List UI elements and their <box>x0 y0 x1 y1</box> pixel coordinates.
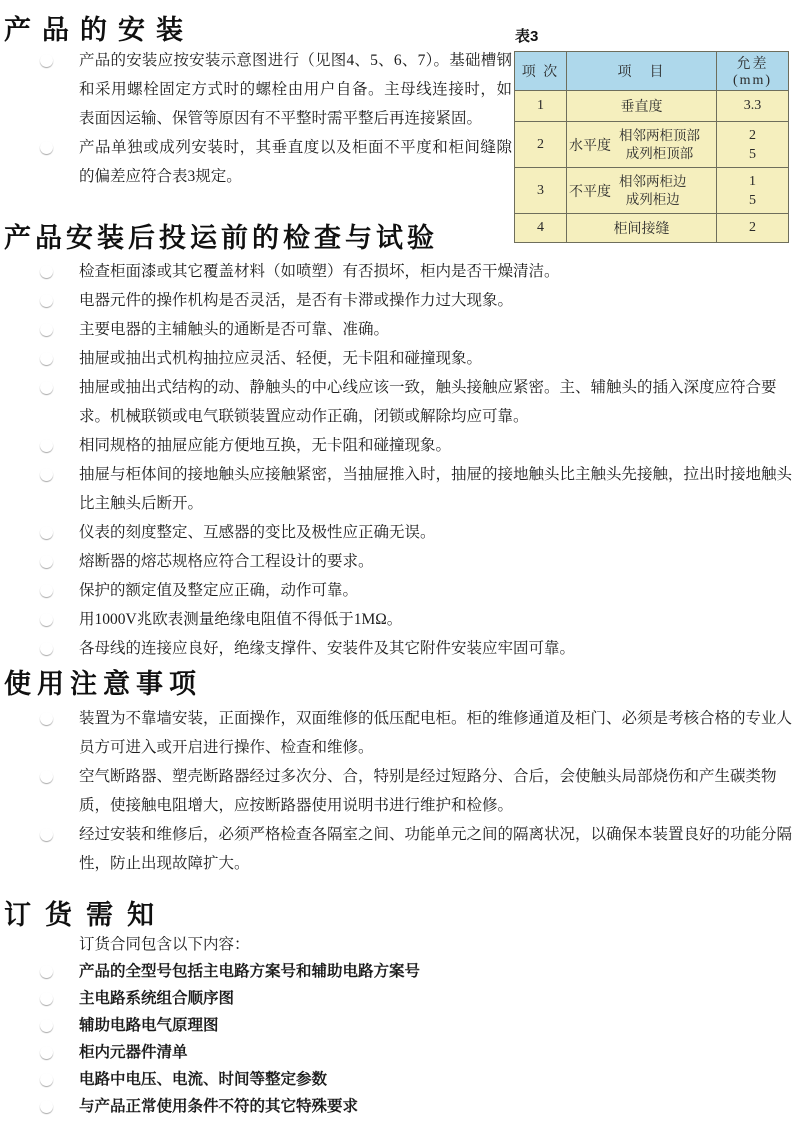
item-text: 电路中电压、电流、时间等整定参数 <box>79 1071 328 1088</box>
tol-value: 5 <box>749 146 756 162</box>
bullet-icon <box>40 555 53 568</box>
item-sub: 相邻两柜边 <box>619 173 687 189</box>
item-text: 仪表的刻度整定、互感器的变比及极性应正确无误。 <box>79 524 436 541</box>
table-row <box>515 168 789 214</box>
table3-header-row <box>515 52 789 91</box>
table3-col-tol: 允差(mm) <box>717 52 789 91</box>
section-title-installation: 产品的安装 <box>4 15 194 45</box>
ordering-intro: 订货合同包含以下内容： <box>79 936 250 953</box>
item-text: 柜内元器件清单 <box>79 1044 188 1061</box>
bullet-icon <box>40 1019 53 1032</box>
item-text: 电器元件的操作机构是否灵活，是否有卡滞或操作力过大现象。 <box>79 292 514 309</box>
section-title-inspection: 产品安装后投运前的检查与试验 <box>4 223 438 253</box>
table3-block <box>514 25 792 243</box>
tol-value: 5 <box>749 192 756 208</box>
item-text: 抽屉与柜体间的接地触头应接触紧密，当抽屉推入时，抽屉的接地触头比主触头先接触，拉出时接地触头比主触头后断开。 <box>79 466 793 512</box>
list-item <box>32 958 772 985</box>
item-text: 各母线的连接应良好，绝缘支撑件、安装件及其它附件安装应牢固可靠。 <box>79 640 576 657</box>
table3-col-no: 项 次 <box>515 52 567 91</box>
bullet-icon <box>40 642 53 655</box>
list-item <box>32 634 800 663</box>
item-text: 产品的安装应按安装示意图进行（见图4、5、6、7）。基础槽钢和采用螺栓固定方式时的螺栓由用户自备。主母线连接时，如表面因运输、保管等原因有不平整时需平整后再连接紧固。 <box>79 52 512 127</box>
cell-tol <box>717 168 789 214</box>
list-item <box>32 133 512 191</box>
list-item <box>32 1012 772 1039</box>
bullet-icon <box>40 992 53 1005</box>
list-item <box>32 1066 772 1093</box>
table3-col-item: 项 目 <box>567 52 717 91</box>
item-text: 抽屉或抽出式结构的动、静触头的中心线应该一致，触头接触应紧密。主、辅触头的插入深度应符合要求。机械联锁或电气联锁装置应动作正确，闭锁或解除均应可靠。 <box>79 379 777 425</box>
item-text: 产品的全型号包括主电路方案号和辅助电路方案号 <box>79 963 421 980</box>
bullet-icon <box>40 381 53 394</box>
cell-no: 3 <box>515 168 567 214</box>
inspection-list <box>32 257 800 663</box>
bullet-icon <box>40 712 53 725</box>
item-text: 检查柜面漆或其它覆盖材料（如喷塑）有否损坏，柜内是否干燥清洁。 <box>79 263 560 280</box>
installation-list <box>32 46 512 191</box>
section-title-usage-notes: 使用注意事项 <box>4 669 202 699</box>
item-text: 与产品正常使用条件不符的其它特殊要求 <box>79 1098 359 1115</box>
cell-no: 1 <box>515 91 567 122</box>
bullet-icon <box>40 1046 53 1059</box>
item-text: 辅助电路电气原理图 <box>79 1017 219 1034</box>
item-text: 抽屉或抽出式机构抽拉应灵活、轻便，无卡阻和碰撞现象。 <box>79 350 483 367</box>
bullet-icon <box>40 584 53 597</box>
item-sub: 成列柜边 <box>625 191 680 207</box>
list-item <box>32 286 800 315</box>
bullet-icon <box>40 1100 53 1113</box>
item-sub: 成列柜顶部 <box>625 145 694 161</box>
table3-caption: 表3 <box>515 28 539 45</box>
list-item <box>32 605 800 634</box>
item-sub: 相邻两柜顶部 <box>619 127 700 143</box>
bullet-icon <box>40 141 53 154</box>
cell-item <box>567 122 717 168</box>
bullet-icon <box>40 526 53 539</box>
bullet-icon <box>40 613 53 626</box>
cell-item <box>567 168 717 214</box>
ordering-list <box>32 958 772 1120</box>
list-item <box>32 315 800 344</box>
bullet-icon <box>40 265 53 278</box>
list-item <box>32 257 800 286</box>
bullet-icon <box>40 54 53 67</box>
bullet-icon <box>40 1073 53 1086</box>
table-row <box>515 91 789 122</box>
item-text: 用1000V兆欧表测量绝缘电阻值不得低于1MΩ。 <box>79 611 403 628</box>
list-item <box>32 46 512 133</box>
bullet-icon <box>40 965 53 978</box>
item-text: 主要电器的主辅触头的通断是否可靠、准确。 <box>79 321 390 338</box>
list-item <box>32 704 800 762</box>
usage-notes-list <box>32 704 800 878</box>
bullet-icon <box>40 352 53 365</box>
list-item <box>32 762 800 820</box>
cell-no: 2 <box>515 122 567 168</box>
item-text: 产品单独或成列安装时，其垂直度以及柜面不平度和柜间缝隙的偏差应符合表3规定。 <box>79 139 512 185</box>
list-item <box>32 431 800 460</box>
item-text: 熔断器的熔芯规格应符合工程设计的要求。 <box>79 553 374 570</box>
tol-value: 2 <box>749 127 756 143</box>
bullet-icon <box>40 439 53 452</box>
list-item <box>32 518 800 547</box>
list-item <box>32 373 800 431</box>
list-item <box>32 460 800 518</box>
ordering-section <box>32 931 772 1120</box>
item-main: 水平度 <box>569 138 611 154</box>
bullet-icon <box>40 323 53 336</box>
cell-tol: 2 <box>717 214 789 243</box>
cell-tol <box>717 122 789 168</box>
item-text: 经过安装和维修后，必须严格检查各隔室之间、功能单元之间的隔离状况，以确保本装置良好的功能分隔性，防止出现故障扩大。 <box>79 826 793 872</box>
item-text: 相同规格的抽屉应能方便地互换，无卡阻和碰撞现象。 <box>79 437 452 454</box>
cell-tol: 3.3 <box>717 91 789 122</box>
cell-no: 4 <box>515 214 567 243</box>
table-row <box>515 122 789 168</box>
item-main: 不平度 <box>569 184 611 200</box>
bullet-icon <box>40 294 53 307</box>
list-item <box>32 820 800 878</box>
bullet-icon <box>40 468 53 481</box>
item-text: 装置为不靠墙安装，正面操作，双面维修的低压配电柜。柜的维修通道及柜门、必须是考核合格的专业人员方可进入或开启进行操作、检查和维修。 <box>79 710 793 756</box>
list-item <box>32 1093 772 1120</box>
section-title-ordering: 订货需知 <box>4 900 168 930</box>
cell-item: 柜间接缝 <box>567 214 717 243</box>
list-item <box>32 576 800 605</box>
tol-value: 1 <box>749 173 756 189</box>
cell-item: 垂直度 <box>567 91 717 122</box>
item-text: 主电路系统组合顺序图 <box>79 990 235 1007</box>
table-row <box>515 214 789 243</box>
item-text: 空气断路器、塑壳断路器经过多次分、合，特别是经过短路分、合后，会使触头局部烧伤和产生碳类物质，使接触电阻增大，应按断路器使用说明书进行维护和检修。 <box>79 768 777 814</box>
list-item <box>32 985 772 1012</box>
bullet-icon <box>40 828 53 841</box>
list-item <box>32 1039 772 1066</box>
table3 <box>514 51 789 243</box>
list-item <box>32 344 800 373</box>
item-text: 保护的额定值及整定应正确，动作可靠。 <box>79 582 359 599</box>
list-item <box>32 547 800 576</box>
bullet-icon <box>40 770 53 783</box>
